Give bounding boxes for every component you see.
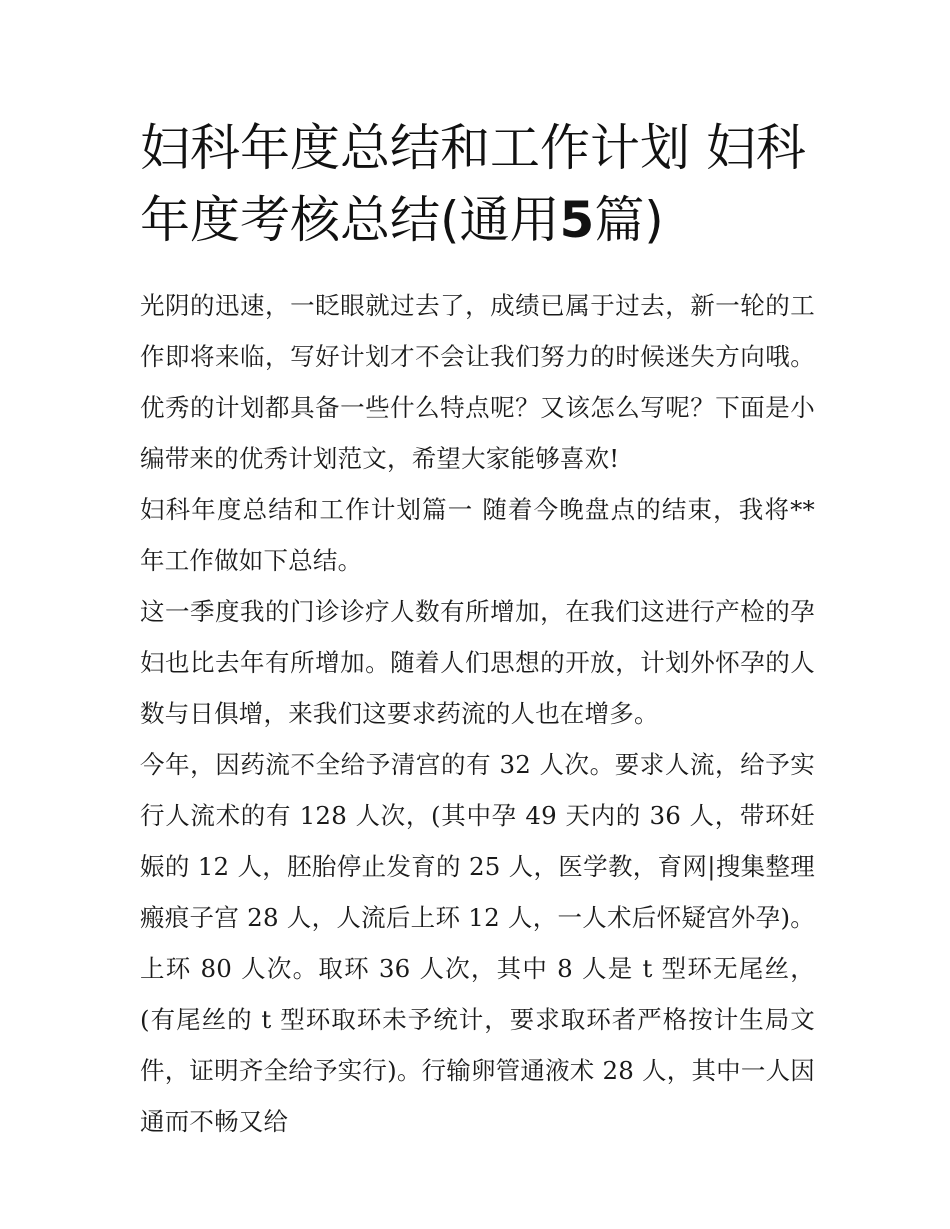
body-paragraph: 这一季度我的门诊诊疗人数有所增加，在我们这进行产检的孕妇也比去年有所增加。随着人们思想的开放，计划外怀孕的人数与日俱增，来我们这要求药流的人也在增多。 [140,597,815,728]
document-page [140,112,815,1147]
title-number: 5 [559,191,595,249]
document-title [140,112,815,256]
body-paragraph: 今年，因药流不全给予清宫的有 32 人次。要求人流，给予实行人流术的有 128 人次，(其中孕 49 天内的 36 人，带环妊娠的 12 人，胚胎停止发育的 25 人，医学教，育网|搜集整理瘢痕子宫 28 人，人流后上环 12 人，一人术后怀疑宫外孕)。上环 80 人次。取环 36 人次，其中 8 人是 t 型环无尾丝，(有尾丝的 t 型环取环未予统计，要求取环者严格按计生局文件，证明齐全给予实行)。行输卵管通液术 28 人，其中一人因通而不畅又给 [140,750,815,1136]
title-text-end: 篇) [594,191,664,249]
intro-paragraph: 光阴的迅速，一眨眼就过去了，成绩已属于过去，新一轮的工作即将来临，写好计划才不会让我们努力的时候迷失方向哦。优秀的计划都具备一些什么特点呢？又该怎么写呢？下面是小编带来的优秀计划范文，希望大家能够喜欢! [140,291,815,473]
section-heading-paragraph: 妇科年度总结和工作计划篇一 随着今晚盘点的结束，我将**年工作做如下总结。 [140,495,815,575]
title-block [140,112,815,256]
title-text: 妇科年度总结和工作计划 妇科年度考核总结(通用 [140,119,806,249]
